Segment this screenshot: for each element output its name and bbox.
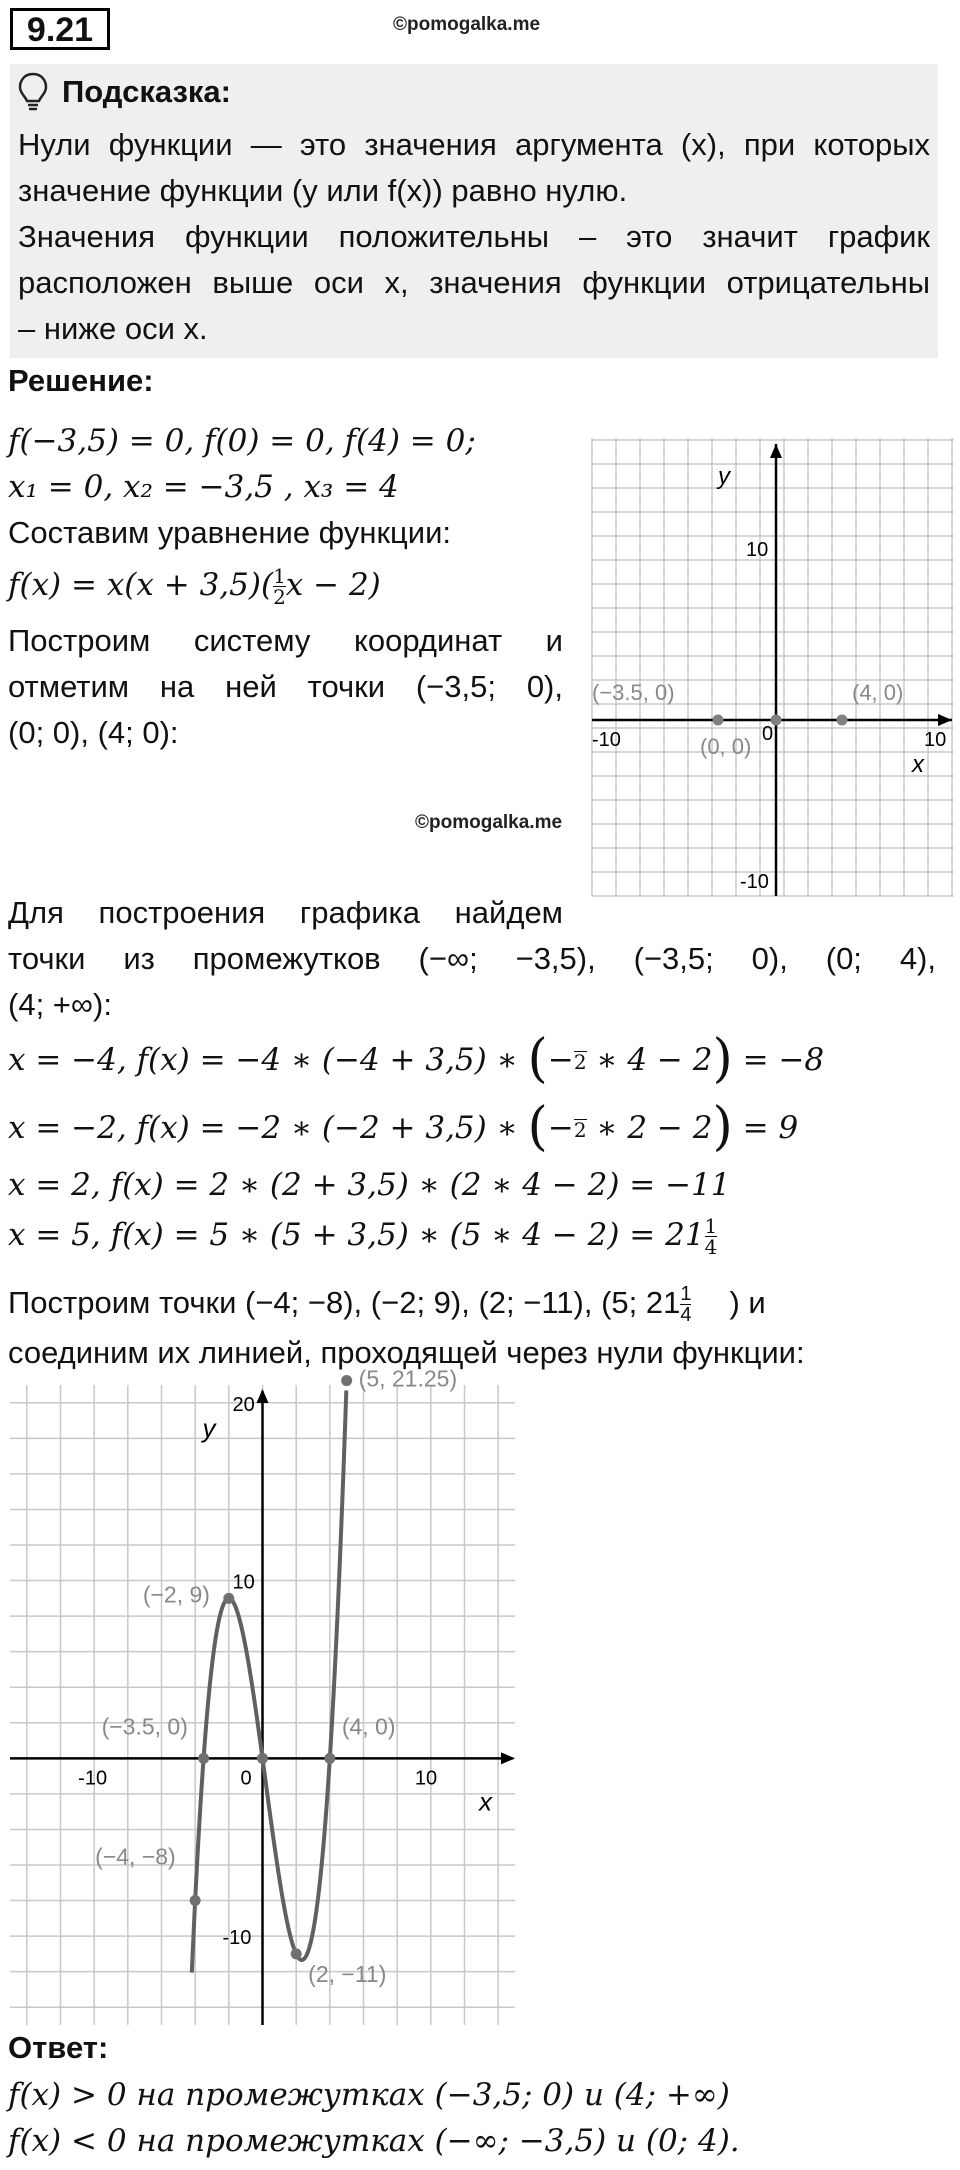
- hint-line-4: расположен выше оси x, значения функции отрицательны: [18, 265, 930, 300]
- roots-line: x₁ = 0, x₂ = −3,5 , x₃ = 4: [8, 469, 399, 505]
- graph2-point: [198, 1753, 209, 1764]
- graph2-point-label: (−3.5, 0): [101, 1713, 188, 1740]
- hint-title: Подсказка:: [62, 74, 231, 109]
- graph2-x-tick: 10: [414, 1767, 438, 1790]
- graph2-x-label: x: [479, 1786, 492, 1817]
- answer-title: Ответ:: [8, 2030, 109, 2065]
- graph1-label-neg3.5: (−3.5, 0): [592, 680, 675, 705]
- calc-line-2: x = −2, f(x) = −2 ∗ (−2 + 3,5) ∗ (− 2 ∗ 2 − 2) = 9: [8, 1097, 799, 1157]
- lightbulb-icon: [18, 72, 48, 114]
- find-points-line-1: Для построения графика найдем: [8, 895, 563, 930]
- watermark-2: ©pomogalka.me: [415, 812, 563, 833]
- calc-line-3: x = 2, f(x) = 2 ∗ (2 + 3,5) ∗ (2 ∗ 4 − 2) = −11: [8, 1167, 731, 1203]
- graph2-point: [190, 1895, 201, 1906]
- graph2-y-arrow: [257, 1389, 269, 1403]
- graph2-point: [341, 1375, 352, 1386]
- graph2-point-label: (−4, −8): [95, 1843, 176, 1870]
- find-points-line-2: точки из промежутков (−∞; −3,5), (−3,5; 0), (0; 4),: [8, 941, 936, 976]
- graph2-point: [324, 1753, 335, 1764]
- coordinate-graph-1: [584, 438, 954, 896]
- plot-points-line-2: соединим их линией, проходящей через нули функции:: [8, 1335, 805, 1370]
- function-graph: [10, 1365, 515, 2025]
- watermark: ©pomogalka.me: [393, 14, 541, 35]
- graph2-y-tick: 10: [232, 1571, 255, 1594]
- graph1-label-4: (4, 0): [852, 680, 904, 705]
- calc-line-1: x = −4, f(x) = −4 ∗ (−4 + 3,5) ∗ (− 2 ∗ 4 − 2) = −8: [8, 1029, 825, 1089]
- graph2-point-label: (4, 0): [341, 1713, 396, 1740]
- plot-points-line-1: Построим точки (−4; −8), (−2; 9), (2; −11), (5; 21 $\frac{1}{4}$ ) и: [8, 1283, 766, 1327]
- build-line-2: отметим на ней точки (−3,5; 0),: [8, 669, 563, 704]
- find-points-line-3: (4; +∞):: [8, 987, 112, 1022]
- graph1-y-arrow: [770, 444, 782, 458]
- compose-line: Составим уравнение функции:: [8, 515, 452, 550]
- graph1-tick-y10: 10: [746, 539, 769, 561]
- graph1-tick-yneg10: -10: [740, 871, 769, 893]
- solution-title: Решение:: [8, 363, 154, 398]
- graph1-tick-neg10: -10: [592, 729, 621, 751]
- graph1-x-arrow: [938, 714, 952, 726]
- graph1-y-label: y: [718, 463, 730, 490]
- graph1-point-4: [837, 715, 848, 726]
- hint-box: [10, 64, 938, 358]
- graph2-axes: [10, 1389, 515, 2025]
- graph2-y-label: y: [202, 1413, 216, 1443]
- graph2-point: [291, 1948, 302, 1959]
- hint-line-2: значение функции (y или f(x)) равно нулю.: [18, 173, 628, 208]
- graph2-y-tick: -10: [222, 1927, 252, 1950]
- answer-line-2: f(x) < 0 на промежутках (−∞; −3,5) и (0; 4).: [8, 2123, 740, 2159]
- answer-line-1: f(x) > 0 на промежутках (−3,5; 0) и (4; +∞): [8, 2077, 730, 2113]
- graph1-point-neg3.5: [713, 715, 724, 726]
- graph2-point: [223, 1593, 234, 1604]
- graph2-x-tick: 0: [240, 1767, 252, 1790]
- function-curve: [192, 1390, 347, 1972]
- graph1-tick-zero: 0: [762, 723, 774, 745]
- graph1-label-origin: (0, 0): [700, 734, 752, 759]
- graph2-x-tick: -10: [78, 1767, 108, 1790]
- graph1-tick-pos10: 10: [924, 729, 947, 751]
- graph1-x-label: x: [912, 751, 924, 778]
- graph2-point: [257, 1753, 268, 1764]
- graph1-grid: [592, 438, 954, 896]
- function-formula: f(x) = x(x + 3,5)( $\frac{1}{2}$ x − 2): [8, 564, 381, 609]
- graph2-point-labels: [95, 1366, 457, 1987]
- zeros-line: f(−3,5) = 0, f(0) = 0, f(4) = 0;: [8, 423, 476, 459]
- graph1-point-origin: [771, 715, 782, 726]
- hint-line-5: – ниже оси x.: [18, 311, 208, 346]
- build-line-3: (0; 0), (4; 0):: [8, 715, 179, 750]
- graph2-x-arrow: [501, 1752, 515, 1764]
- build-line-1: Построим систему координат и: [8, 623, 563, 658]
- graph2-point-label: (5, 21.25): [358, 1365, 458, 1392]
- graph2-y-tick: 20: [232, 1393, 255, 1416]
- graph2-points: [190, 1375, 352, 1959]
- task-number: 9.21: [10, 8, 110, 50]
- hint-line-3: Значения функции положительны – это значит график: [18, 219, 930, 254]
- calc-line-4: x = 5, f(x) = 5 ∗ (5 + 3,5) ∗ (5 ∗ 4 − 2) = 21 $\frac{1}{4}$: [8, 1214, 718, 1259]
- graph2-point-label: (2, −11): [308, 1960, 387, 1987]
- graph2-point-label: (−2, 9): [142, 1581, 210, 1608]
- hint-line-1: Нули функции — это значения аргумента (x), при которых: [18, 127, 930, 162]
